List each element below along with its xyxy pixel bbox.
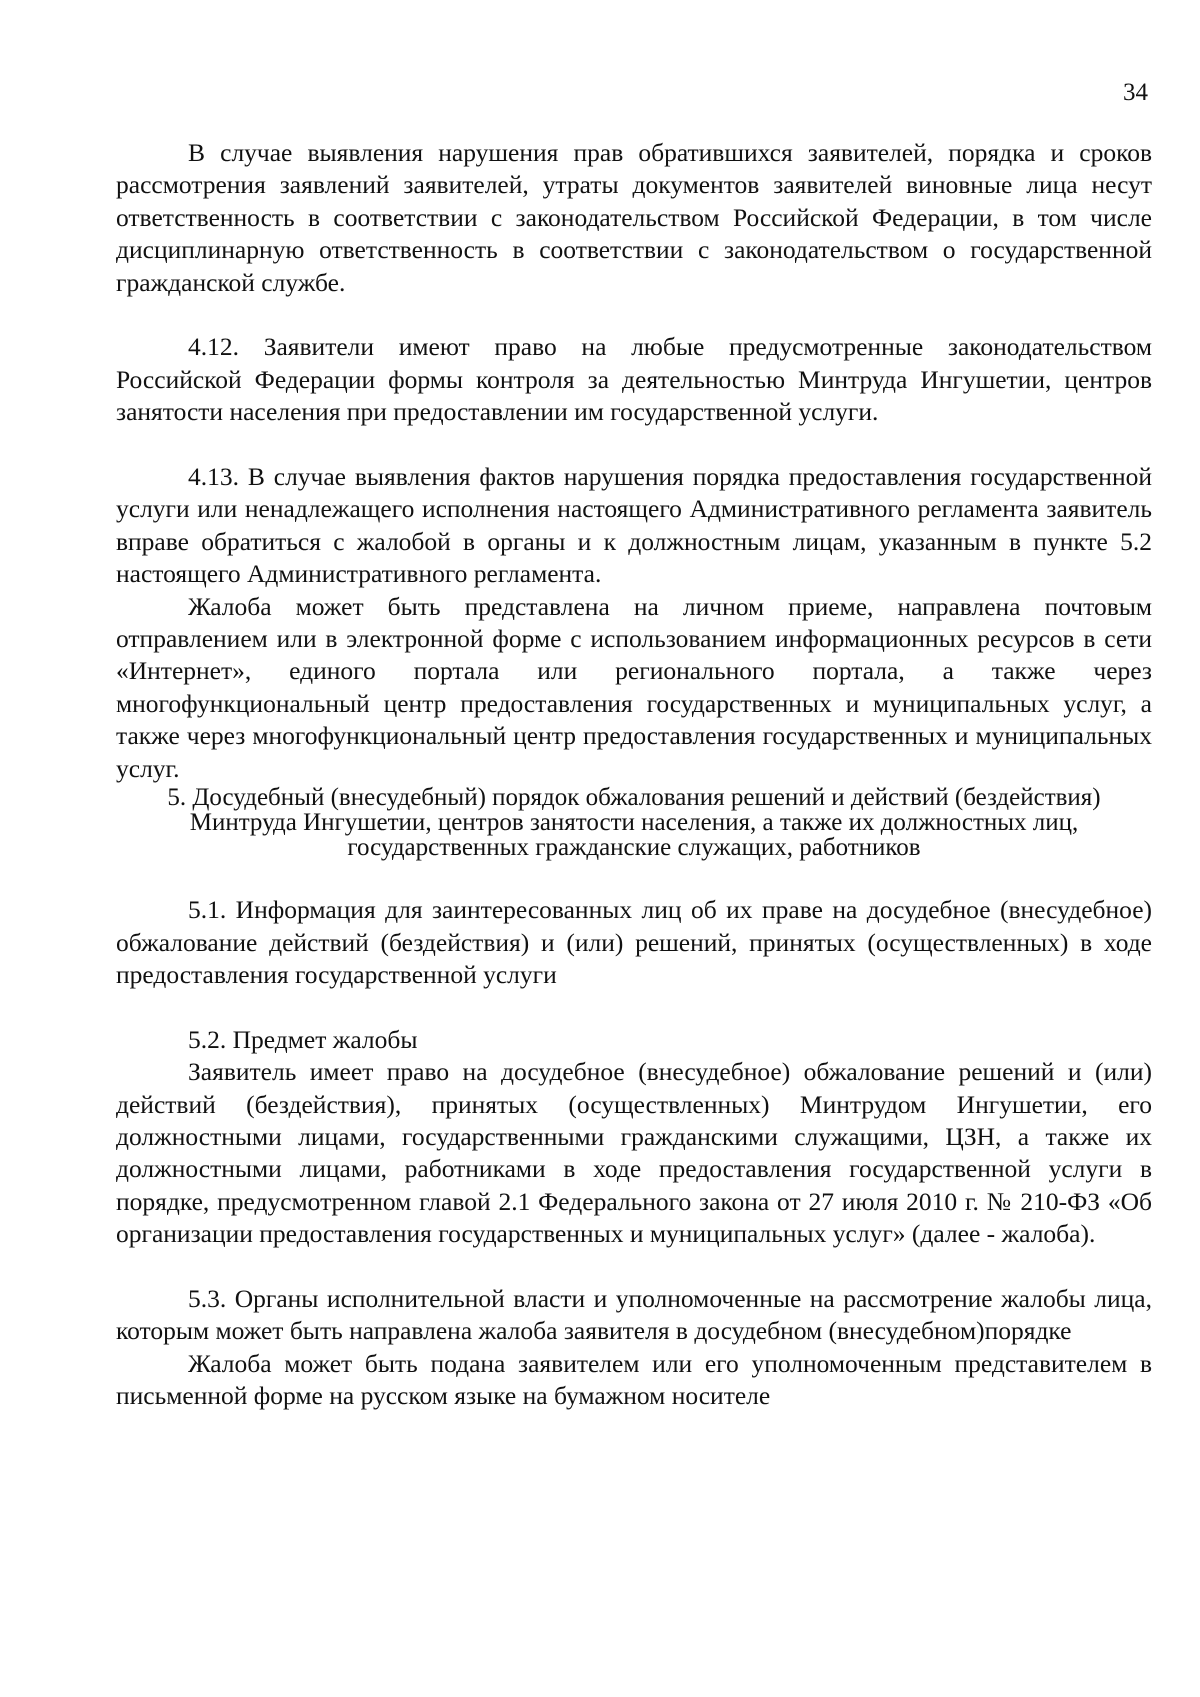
document-body	[116, 137, 1152, 1413]
paragraph-5-2-body: Заявитель имеет право на досудебное (внесудебное) обжалование решений и (или) действий (бездействия), принятых (осуществленных) Минтрудом Ингушетии, его должностными лицами, государственными гражданскими служащими, ЦЗН, а также их должностными лицами, работниками в ходе предоставления государственной услуги в порядке, предусмотренном главой 2.1 Федерального закона от 27 июля 2010 г. № 210-ФЗ «Об организации предоставления государственных и муниципальных услуг» (далее - жалоба).	[116, 1057, 1152, 1249]
page-number: 34	[1123, 79, 1148, 106]
paragraph-5-2-title: 5.2. Предмет жалобы	[188, 1024, 418, 1054]
paragraph-5-1: 5.1. Информация для заинтересованных лиц об их праве на досудебное (внесудебное) обжалование действий (бездействия) и (или) решений, принятых (осуществленных) в ходе предоставления государственной услуги	[116, 895, 1152, 989]
paragraph-4-12: 4.12. Заявители имеют право на любые предусмотренные законодательством Российской Федерации формы контроля за деятельностью Минтруда Ингушетии, центров занятости населения при предоставлении им государственной услуги.	[116, 332, 1152, 427]
paragraph-5-3-body: Жалоба может быть подана заявителем или его уполномоченным представителем в письменной форме на русском языке на бумажном носителе	[116, 1348, 1152, 1411]
paragraph-5-3-title: 5.3. Органы исполнительной власти и уполномоченные на рассмотрение жалобы лица, которым может быть направлена жалоба заявителя в досудебном (внесудебном)порядке	[116, 1283, 1152, 1346]
section-5-heading: 5. Досудебный (внесудебный) порядок обжалования решений и действий (бездействия) Минтруда Ингушетии, центров занятости населения, а также их должностных лиц, государственных гражданские служащих, работников	[167, 784, 1101, 862]
paragraph-4-13: 4.13. В случае выявления фактов нарушения порядка предоставления государственной услуги или ненадлежащего исполнения настоящего Административного регламента заявитель вправе обратиться с жалобой в органы и к должностным лицам, указанным в пункте 5.2 настоящего Административного регламента.	[116, 462, 1152, 589]
paragraph-liability: В случае выявления нарушения прав обратившихся заявителей, порядка и сроков рассмотрения заявлений заявителей, утраты документов заявителей виновные лица несут ответственность в соответствии с законодательством Российской Федерации, в том числе дисциплинарную ответственность в соответствии с законодательством о государственной гражданской службе.	[116, 138, 1152, 297]
paragraph-complaint-submission: Жалоба может быть представлена на личном приеме, направлена почтовым отправлением или в электронной форме с использованием информационных ресурсов в сети «Интернет», единого портала или регионального портала, а также через многофункциональный центр предоставления государственных и муниципальных услуг, а также через многофункциональный центр предоставления государственных и муниципальных услуг.	[116, 591, 1152, 783]
